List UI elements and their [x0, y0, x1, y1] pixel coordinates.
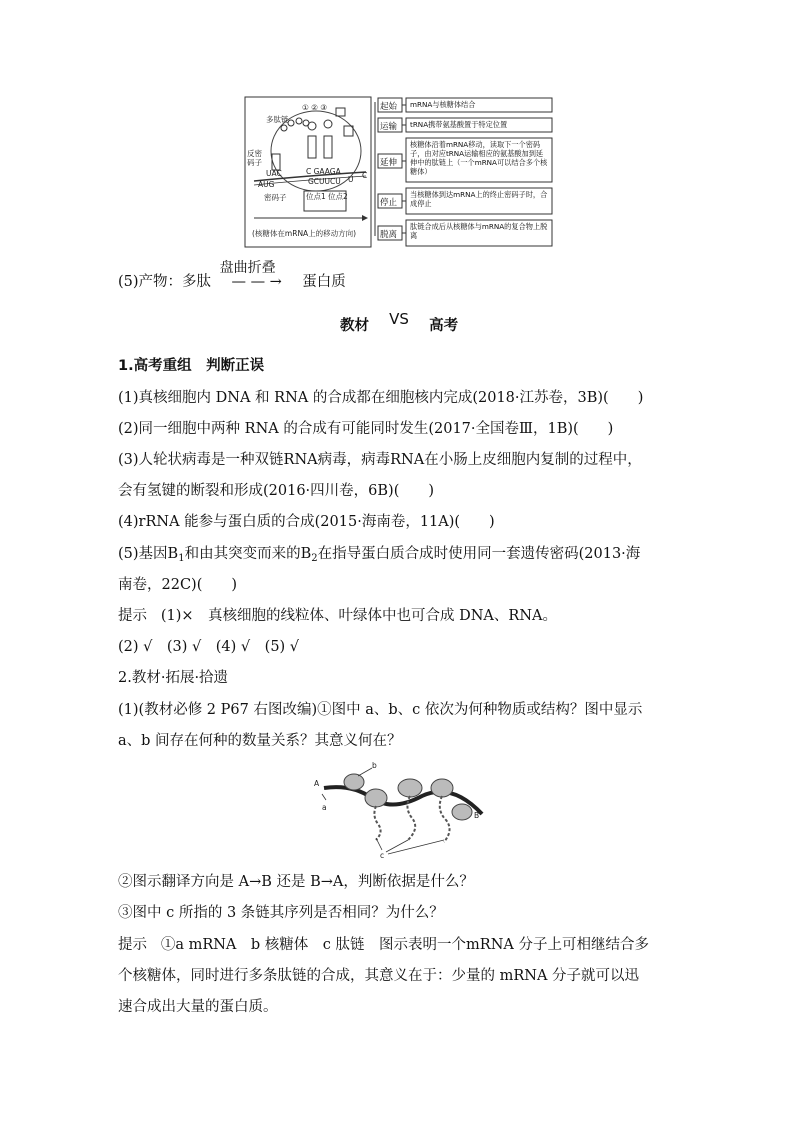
q1-item-5a-part2: 和由其突变而来的B	[184, 546, 312, 562]
aug-label: AUG	[258, 180, 275, 189]
q1-item-3b: 会有氢键的断裂和形成(2016·四川卷，6B)( )	[118, 483, 435, 499]
uac-label: UAC	[266, 169, 282, 178]
q1-hint-line	[118, 606, 557, 626]
anticodon-label-2: 码子	[247, 158, 262, 167]
q1-hint-1: (1)× 真核细胞的线粒体、叶绿体中也可合成 DNA、RNA。	[160, 608, 557, 624]
section-title	[340, 310, 459, 335]
polyribosome-figure	[312, 760, 492, 860]
polyribosome-diagram	[312, 760, 492, 860]
fig2-label-a: a	[322, 803, 327, 812]
product-line	[118, 260, 346, 292]
q2-line-2: a、b 间存在何种的数量关系？其意义何在？	[118, 733, 402, 749]
q2-hint-label: 提示	[118, 937, 147, 953]
q2-heading: 2.教材·拓展·拾遗	[118, 670, 229, 686]
step-label-stop: 停止	[380, 198, 398, 208]
c-end-label: C	[362, 171, 368, 180]
step-label-elongation: 延伸	[380, 158, 398, 168]
q1-heading: 1.高考重组 判断正误	[118, 358, 265, 374]
seq-top-label: C GAAGA	[306, 167, 341, 176]
q2-hint-1: ①a mRNA b 核糖体 c 肽链 图示表明一个mRNA 分子上可相继结合多	[160, 937, 649, 953]
section-title-right: 高考	[429, 318, 459, 334]
fig2-label-b: b	[372, 761, 377, 770]
site2-label: 位点2	[328, 192, 348, 201]
site1-label: 位点1	[306, 192, 326, 201]
q1-item-5a-sub2: 2	[311, 553, 318, 564]
q1-item-5a-part1: (5)基因B	[118, 546, 179, 562]
q1-item-5b: 南卷，22C)( )	[118, 577, 238, 593]
step-desc-elongation: 核糖体沿着mRNA移动，读取下一个密码子，由对应tRNA运输相应的氨基酸加到延伸中的肽链上（一个mRNA可以结合多个核糖体）	[410, 140, 548, 176]
product-suffix: 蛋白质	[302, 274, 346, 290]
arrow-icon: — — →	[231, 274, 282, 290]
section-title-vs-wrap	[374, 310, 424, 334]
q2-hint-line-1	[118, 935, 649, 955]
seq-bottom-label: GCUUCU	[308, 177, 341, 186]
u-end-label: U	[348, 175, 354, 184]
fig2-label-A: A	[314, 779, 320, 788]
q1-item-4: (4)rRNA 能参与蛋白质的合成(2015·海南卷，11A)( )	[118, 514, 495, 530]
step-desc-transport: tRNA携带氨基酸置于特定位置	[410, 120, 508, 129]
anticodon-label: 反密	[247, 149, 262, 158]
polypeptide-label: 多肽链	[266, 115, 289, 124]
q2-hint-line-2: 个核糖体，同时进行多条肽链的合成，其意义在于：少量的 mRNA 分子就可以迅	[118, 968, 640, 984]
step-desc-release: 肽链合成后从核糖体与mRNA的复合物上脱离	[410, 222, 548, 240]
q1-item-2: (2)同一细胞中两种 RNA 的合成有可能同时发生(2017·全国卷Ⅲ，1B)( )	[118, 421, 614, 437]
direction-label: (核糖体在mRNA上的移动方向)	[252, 229, 357, 238]
q2-line-1: (1)(教材必修 2 P67 右图改编)①图中 a、b、c 依次为何种物质或结构？图中显示	[118, 702, 643, 718]
step-label-release: 脱离	[380, 230, 398, 240]
section-title-vs: VS	[389, 310, 409, 328]
q1-hint-2: (2) √ (3) √ (4) √ (5) √	[118, 639, 300, 655]
product-arrow-label: 盘曲折叠	[219, 260, 276, 276]
translation-figure	[244, 96, 554, 248]
step-label-start: 起始	[380, 102, 398, 112]
q1-item-5a	[118, 544, 640, 569]
step-desc-stop: 当核糖体到达mRNA上的终止密码子时，合成停止	[410, 190, 548, 208]
q1-item-3a: (3)人轮状病毒是一种双链RNA病毒，病毒RNA在小肠上皮细胞内复制的过程中，	[118, 452, 642, 468]
step-label-transport: 运输	[380, 122, 398, 132]
q2-sub-2: ②图示翻译方向是 A→B 还是 B→A，判断依据是什么？	[118, 874, 474, 890]
codon-label: 密码子	[264, 193, 287, 202]
fig2-label-B: B	[474, 811, 480, 820]
q1-item-5a-part3: 在指导蛋白质合成时使用同一套遗传密码(2013·海	[317, 546, 641, 562]
q1-item-1: (1)真核细胞内 DNA 和 RNA 的合成都在细胞核内完成(2018·江苏卷，3B)( )	[118, 390, 644, 406]
fig2-label-c: c	[380, 851, 385, 860]
q1-item-5a-sub1: 1	[178, 553, 185, 564]
product-prefix: (5)产物：多肽	[118, 274, 212, 290]
q2-hint-line-3: 速合成出大量的蛋白质。	[118, 999, 278, 1015]
q1-hint-label: 提示	[118, 608, 147, 624]
step-desc-start: mRNA与核糖体结合	[410, 100, 476, 109]
q2-sub-3: ③图中 c 所指的 3 条链其序列是否相同？为什么？	[118, 905, 444, 921]
product-arrow	[216, 260, 298, 292]
section-title-left: 教材	[340, 318, 369, 334]
nums-label: ① ② ③	[302, 103, 327, 112]
